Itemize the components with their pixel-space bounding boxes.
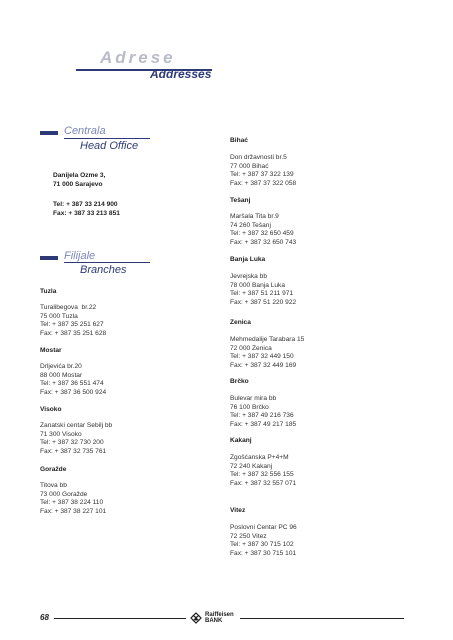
head-office-title-local: Centrala <box>64 125 106 137</box>
branch-details: Maršala Tita br.9 74 260 Tešanj Tel: + 387 32 650 459 Fax: + 387 32 650 743 <box>230 213 297 246</box>
footer-line-right <box>240 618 404 619</box>
branch-details: Turalibegova br.22 75 000 Tuzla Tel: + 387 35 251 627 Fax: + 387 35 251 628 <box>40 304 107 337</box>
branch-city: Goražde <box>40 466 67 473</box>
branch-city: Bihać <box>230 137 248 144</box>
page-number: 68 <box>40 613 49 622</box>
raiffeisen-logo-icon <box>190 612 202 624</box>
branches-title-english: Branches <box>80 264 127 276</box>
raiffeisen-logo <box>190 608 236 628</box>
head-office-phones: Tel: + 387 33 214 900 Fax: + 387 33 213 851 <box>53 201 120 217</box>
head-office-title-english: Head Office <box>80 140 139 152</box>
branch-details: Mehmedalije Tarabara 15 72 000 Zenica Tel: + 387 32 449 150 Fax: + 387 32 449 169 <box>230 336 305 369</box>
logo-text <box>205 612 234 625</box>
branch-city: Kakanj <box>230 437 252 444</box>
page-title-english: Addresses <box>150 67 212 81</box>
head-office-address: Danijela Ozme 3, 71 000 Sarajevo <box>53 172 106 188</box>
branch-details: Poslovni Centar PC 96 72 250 Vitez Tel: + 387 30 715 102 Fax: + 387 30 715 101 <box>230 524 297 557</box>
branches-bar <box>40 256 58 260</box>
page-title-local: Adrese <box>100 48 176 67</box>
branch-city: Mostar <box>40 347 62 354</box>
branch-details: Zgošćanska P+4+M 72 240 Kakanj Tel: + 387 32 556 155 Fax: + 387 32 557 071 <box>230 454 297 487</box>
branch-city: Banja Luka <box>230 256 266 263</box>
branch-city: Zenica <box>230 319 251 326</box>
branch-city: Visoko <box>40 406 62 413</box>
logo-line-1: Raiffeisen <box>205 611 234 618</box>
head-office-divider <box>64 138 150 139</box>
branches-divider <box>64 262 150 263</box>
branch-details: Don državnosti br.5 77 000 Bihać Tel: + 387 37 322 139 Fax: + 387 37 322 058 <box>230 154 297 187</box>
branch-city: Tešanj <box>230 197 251 204</box>
logo-line-2: BANK <box>205 618 223 624</box>
branch-details: Bulevar mira bb 76 100 Brčko Tel: + 387 49 216 736 Fax: + 387 49 217 185 <box>230 395 297 428</box>
branch-details: Jevrejska bb 78 000 Banja Luka Tel: + 387 51 211 971 Fax: + 387 51 220 922 <box>230 273 297 306</box>
footer-line-left <box>54 618 186 619</box>
branch-city: Tuzla <box>40 288 57 295</box>
branch-city: Vitez <box>230 507 246 514</box>
branch-city: Brčko <box>230 378 249 385</box>
branch-details: Titova bb 73 000 Goražde Tel: + 387 38 224 110 Fax: + 387 38 227 101 <box>40 482 107 515</box>
branch-details: Drljevića br.20 88 000 Mostar Tel: + 387 36 551 474 Fax: + 387 36 500 924 <box>40 363 107 396</box>
head-office-bar <box>40 131 58 135</box>
branch-details: Zanatski centar Sebilj bb 71 300 Visoko Tel: + 387 32 730 200 Fax: + 387 32 735 761 <box>40 422 113 455</box>
branches-title-local: Filijale <box>64 250 96 262</box>
